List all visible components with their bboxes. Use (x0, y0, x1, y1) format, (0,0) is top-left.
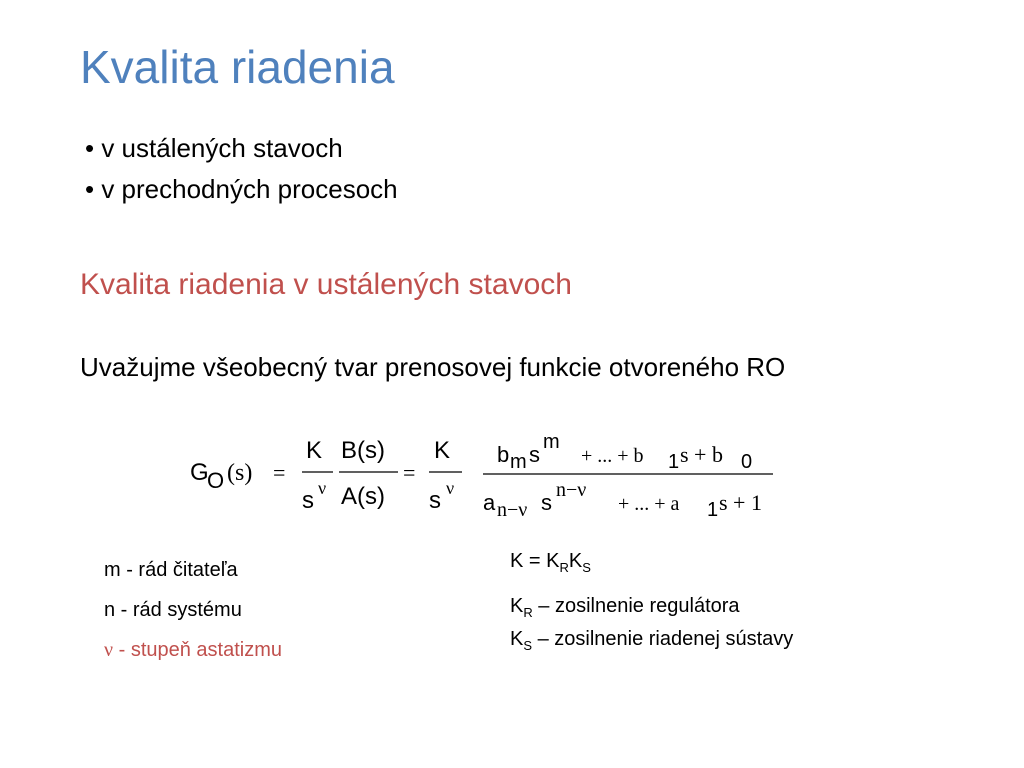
den-sub: n−ν (497, 499, 528, 521)
k-s-sub: S (582, 560, 591, 575)
transfer-function-formula (185, 422, 785, 532)
den-tail: s + 1 (719, 490, 762, 515)
num-m-sup: m (543, 431, 560, 453)
left-notes (104, 550, 282, 670)
num-s: s (529, 442, 540, 467)
k-eq-text: K = K (510, 550, 560, 572)
nu-symbol: ν (104, 639, 114, 661)
note-nu (104, 630, 282, 670)
bullet-item-steady-states: • v ustálených stavoch (85, 133, 343, 163)
den-sup: n−ν (556, 479, 587, 501)
num-b: b (497, 442, 510, 467)
den-mid: + ... + a (618, 493, 680, 515)
formula-bs: B(s) (341, 437, 385, 464)
bullet-item-transient-processes: • v prechodných procesoch (85, 174, 398, 204)
bullet-list (85, 128, 398, 210)
nu-text: - stupeň astatizmu (113, 639, 283, 661)
num-s-plus: s + b (680, 442, 723, 467)
num-0-sub: 0 (741, 451, 753, 473)
formula-nu-1: ν (318, 478, 327, 498)
den-a: a (483, 490, 496, 515)
formula-g-arg: (s) (227, 460, 253, 486)
note-m: m - rád čitateľa (104, 559, 238, 581)
note-kr (510, 595, 740, 620)
den-1-sub: 1 (707, 499, 719, 521)
formula-g-sub: O (207, 468, 225, 493)
note-ks (510, 628, 793, 653)
ks-label: K (510, 628, 524, 650)
kr-sub: R (523, 605, 533, 620)
formula-eq-1: = (273, 460, 286, 485)
slide-title: Kvalita riadenia (80, 41, 395, 93)
formula-k-1: K (306, 437, 323, 464)
k-r-sub: R (559, 560, 569, 575)
formula-svg (185, 422, 785, 532)
ks-text: – zosilnenie riadenej sústavy (532, 628, 794, 650)
formula-s-1: s (302, 487, 314, 514)
den-s: s (541, 490, 552, 515)
intro-text: Uvažujme všeobecný tvar prenosovej funkcie otvoreného RO (80, 352, 786, 382)
section-heading: Kvalita riadenia v ustálených stavoch (80, 268, 572, 301)
k-mid: K (568, 550, 583, 572)
kr-text: – zosilnenie regulátora (532, 595, 740, 617)
formula-eq-2: = (403, 460, 416, 485)
num-1-sub: 1 (668, 451, 680, 473)
num-m-sub: m (510, 451, 527, 473)
formula-k-2: K (434, 437, 451, 464)
formula-as: A(s) (341, 483, 385, 510)
formula-s-2: s (429, 487, 441, 514)
formula-nu-2: ν (446, 478, 455, 498)
ks-sub: S (523, 638, 533, 653)
kr-label: K (510, 595, 524, 617)
formula-g: G (190, 459, 209, 486)
note-k-eq (510, 550, 591, 575)
num-mid: + ... + b (581, 445, 644, 467)
note-n: n - rád systému (104, 599, 242, 621)
